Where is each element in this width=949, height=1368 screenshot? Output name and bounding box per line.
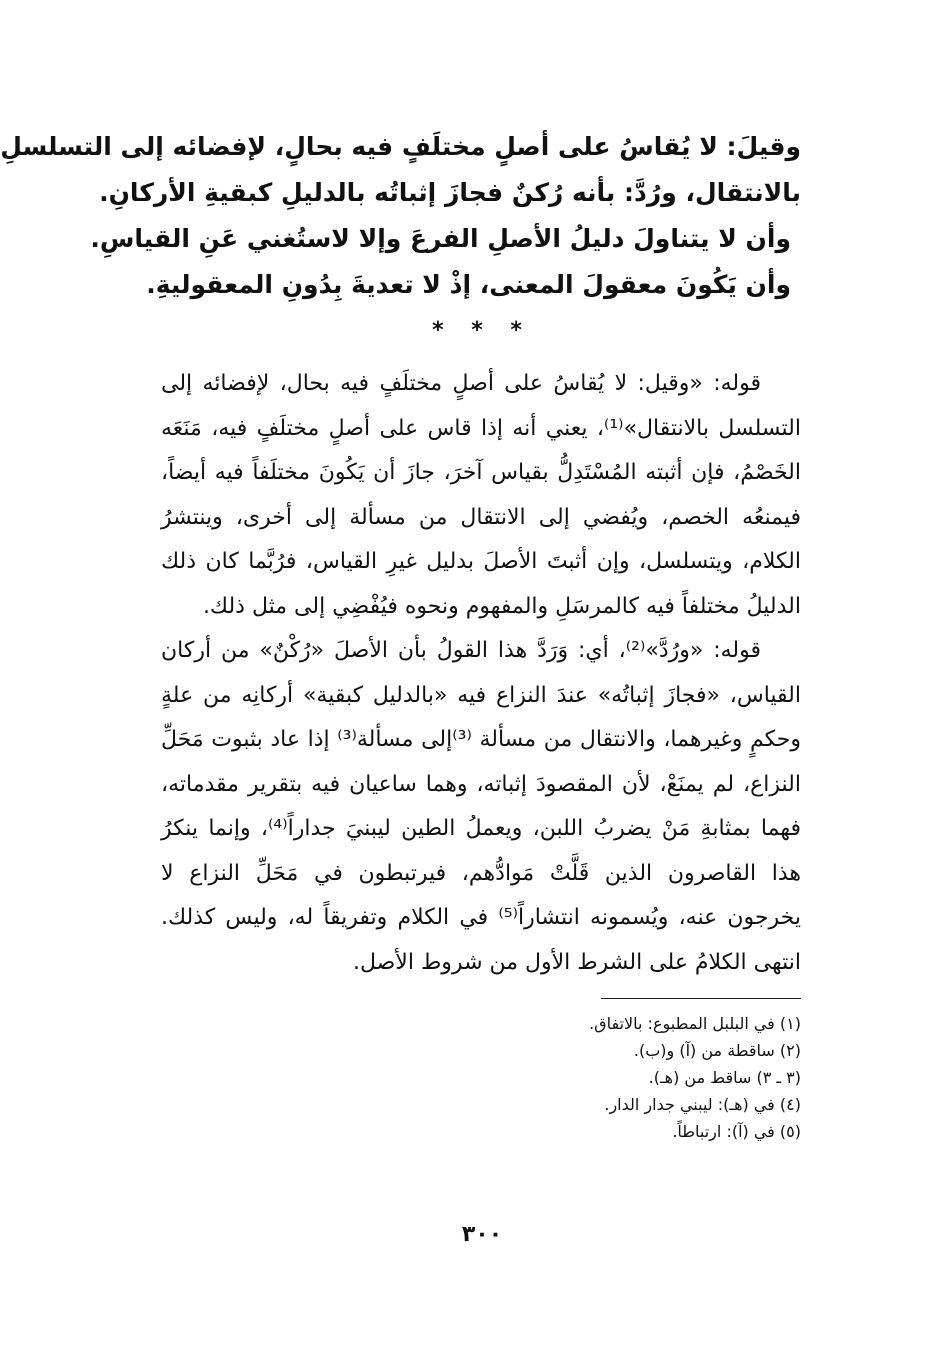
commentary-paragraph: قوله: «ورُدَّ»⁽²⁾، أي: وَرَدَّ هذا القولُ بأن الأصلَ «رُكْنٌ» من أركان القياس، «فجازَ إثباتُه» عندَ النزاع فيه «بالدليل كبقية» أركانِه من علةٍ وحكمٍ وغيرهما، والانتقال من مسألة ⁽³⁾إلى مسألة⁽³⁾ إذا عاد بثبوت مَحَلِّ النزاع، لم يمنَعْ، لأن المقصودَ إثباته، وهما ساعيان فيه بتقرير مقدماته، فهما بمثابةِ مَنْ يضربُ اللبن، ويعملُ الطين ليبنيَ جداراً⁽⁴⁾، وإنما ينكرُ هذا القاصرون الذين قَلَّتْ مَوادُّهم، فيرتبطون في مَحَلِّ النزاع لا يخرجون عنه، ويُسمونه انتشاراً⁽⁵⁾ في الكلام وتفريقاً له، وليس كذلك. انتهى الكلامُ على الشرط الأول من شروط الأصل. [161,638,802,975]
footnote: (٤) في (هـ): ليبني جدار الدار. [604,1095,801,1114]
verse-line: وأن يَكُونَ معقولَ المعنى، إذْ لا تعديةَ بِدُونِ المعقوليةِ. [146,270,791,299]
page-number: ٣٠٠ [461,1222,503,1247]
verse-line: وأن لا يتناولَ دليلُ الأصلِ الفرعَ وإلا لاستُغني عَنِ القياسِ. [90,224,791,253]
footnote-divider [601,998,801,999]
footnote: (٢) ساقطة من (آ) و(ب). [633,1041,801,1060]
commentary-paragraph: قوله: «وقيل: لا يُقاسُ على أصلٍ مختلَفٍ فيه بحال، لإفضائه إلى التسلسل بالانتقال»⁽¹⁾، يعني أنه إذا قاس على أصلٍ مختلَفٍ فيه، مَنَعَه الخَصْمُ، فإن أثبته المُسْتَدِلُّ بقياس آخرَ، جازَ أن يَكُونَ مختلَفاً فيه أيضاً، فيمنعُه الخصم، ويُفضي إلى الانتقال من مسألة إلى أخرى، وينتشرُ الكلام، ويتسلسل، وإن أثبتَ الأصلَ بدليل غيرِ القياس، فرُبَّما كان ذلك الدليلُ مختلفاً فيه كالمرسَلِ والمفهوم ونحوه فيُفْضِي إلى مثل ذلك. [161,371,801,619]
footnote: (١) في البلبل المطبوع: بالاتفاق. [589,1014,801,1033]
section-separator: * * * [432,318,532,343]
verse-line: وقيلَ: لا يُقاسُ على أصلٍ مختلَفٍ فيه بحالٍ، لإفضائه إلى التسلسلِ [0,132,801,161]
footnote: (٥) في (آ): ارتباطاً. [672,1122,801,1141]
matn-verse [0,124,801,308]
footnote: (٣ ـ ٣) ساقط من (هـ). [648,1068,801,1087]
verse-line: بالانتقال، ورُدَّ: بأنه رُكنٌ فجازَ إثباتُه بالدليلِ كبقيةِ الأركانِ. [99,178,801,207]
commentary [161,362,801,985]
footnotes [161,1010,801,1145]
